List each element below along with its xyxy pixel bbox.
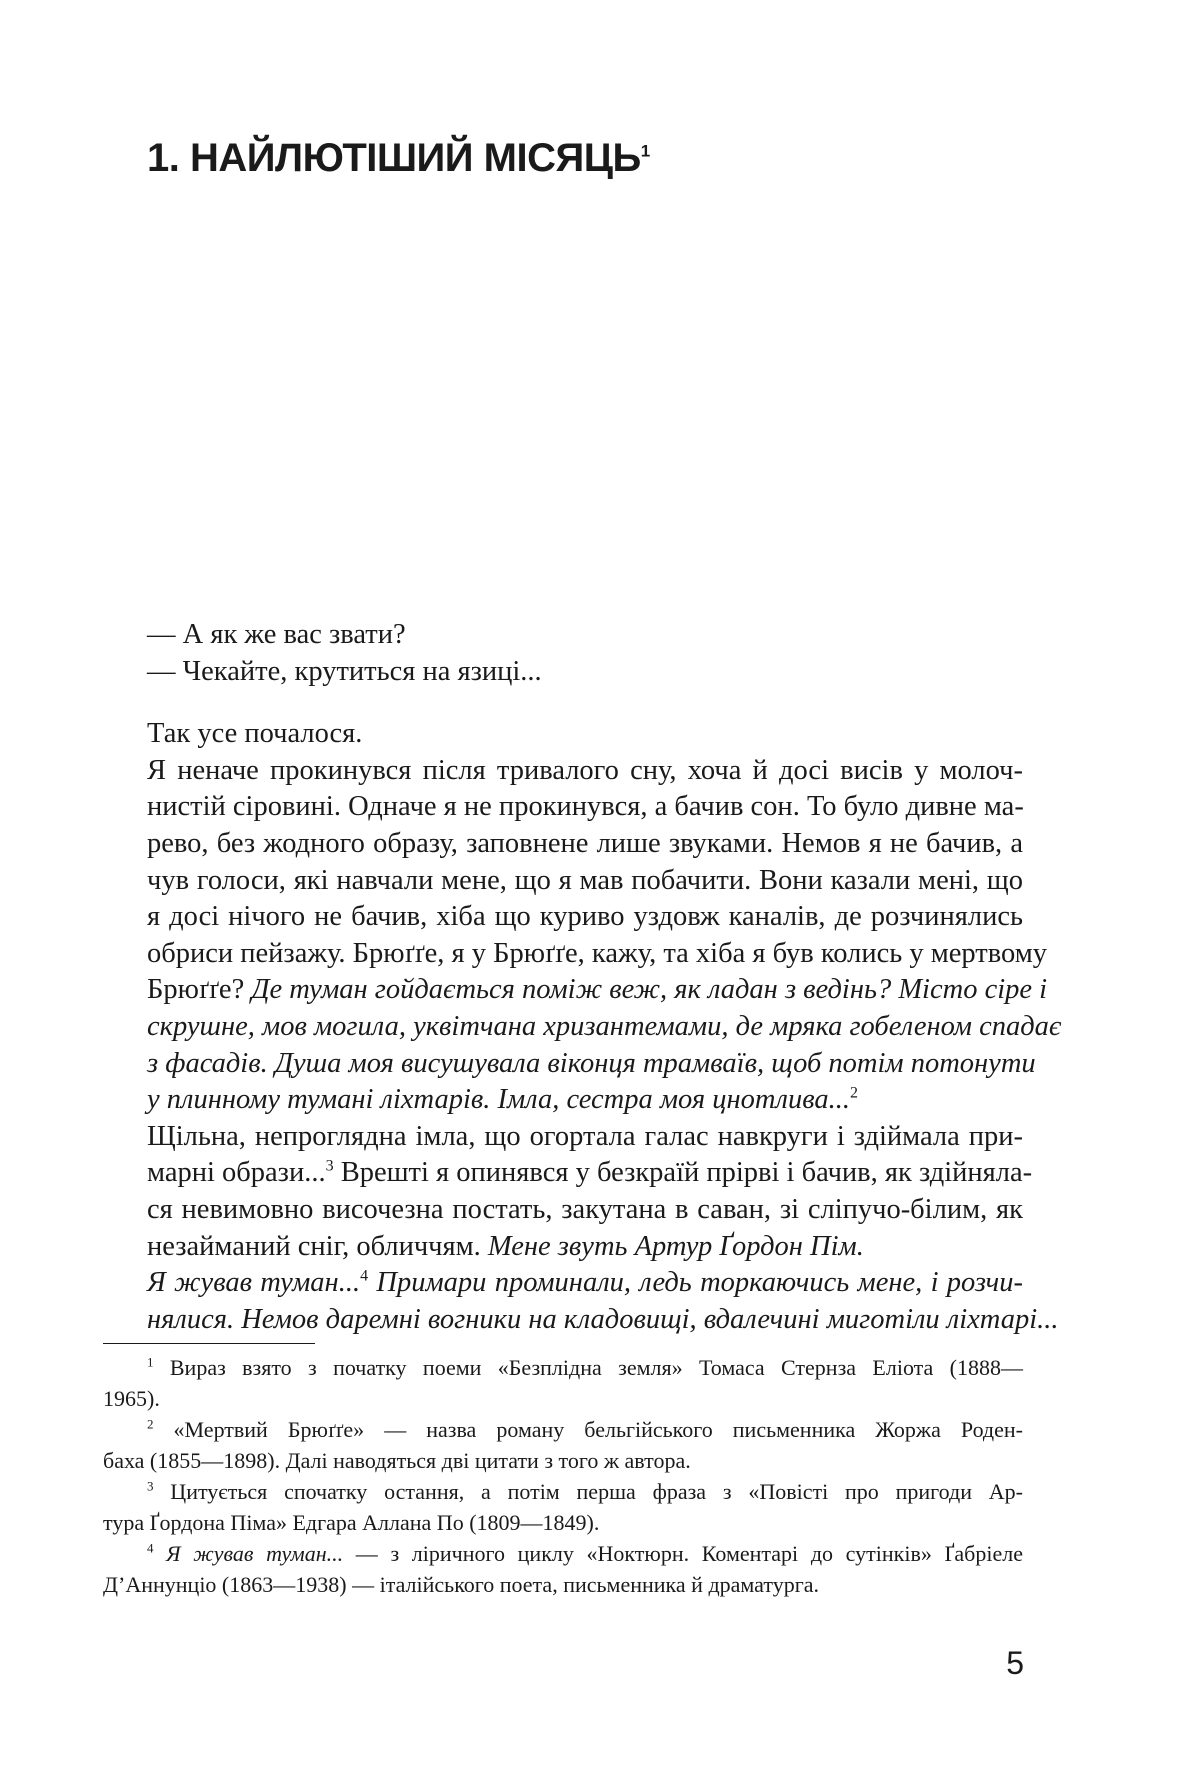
footnote-divider <box>103 1343 315 1344</box>
paragraph-1 <box>147 716 1023 753</box>
italic-quote: у плинному тумані ліхтарів. Імла, сестра моя цнотлива... <box>147 1084 850 1116</box>
footnote-mark: 1 <box>147 1354 154 1370</box>
footnote-line: 1965). <box>103 1386 160 1411</box>
chapter-title-text: 1. НАЙЛЮТІШИЙ МІСЯЦЬ <box>147 136 641 180</box>
italic-quote: Де туман гойдається поміж веж, як ладан з ведінь? Місто сіре і <box>251 974 1048 1006</box>
footnote-line <box>103 1414 1023 1445</box>
footnote-line: тура Ґордона Піма» Едгара Аллана По (1809—1849). <box>103 1510 600 1535</box>
footnote-2 <box>103 1414 1023 1476</box>
italic-quote: Мене звуть Артур Ґордон Пім. <box>487 1230 864 1262</box>
footnote-ref-4[interactable]: 4 <box>360 1267 369 1285</box>
dialog-line <box>147 654 1023 691</box>
footnote-text: — з ліричного циклу «Ноктюрн. Коментарі до сутінків» Ґабріеле <box>343 1541 1023 1566</box>
dialog-line-1: — А як же вас звати? <box>147 619 406 650</box>
footnote-mark: 4 <box>147 1540 154 1556</box>
text-line <box>147 1229 1023 1266</box>
body-text <box>147 617 1062 1338</box>
text-line <box>147 972 1048 1009</box>
italic-quote-line: скрушне, мов могила, уквітчана хризантемами, де мряка гобеленом спадає <box>147 1010 1062 1042</box>
text-line: я досі нічого не бачив, хіба що куриво уздовж каналів, де розчинялись <box>147 901 1023 933</box>
footnote-3 <box>103 1476 1023 1538</box>
paragraph-2 <box>147 753 1062 1119</box>
footnote-line <box>103 1352 1023 1383</box>
footnote-ref-2[interactable]: 2 <box>850 1084 858 1102</box>
text-line: Щільна, непроглядна імла, що огортала галас навкруги і здіймала при- <box>147 1120 1023 1152</box>
text-line <box>147 1082 1023 1119</box>
dialog-line-2: — Чекайте, крутиться на язиці... <box>147 655 542 687</box>
footnote-4 <box>103 1538 1023 1600</box>
text-fragment: Я жував туман... <box>147 1267 361 1299</box>
footnote-mark: 2 <box>147 1416 154 1432</box>
footnote-1 <box>103 1352 1023 1414</box>
dialog-line <box>147 617 1023 654</box>
text-fragment: марні образи... <box>147 1157 326 1189</box>
footnote-italic-lead: Я жував туман... <box>153 1541 344 1566</box>
footnote-ref-3[interactable]: 3 <box>325 1157 334 1175</box>
italic-quote-line: нялися. Немов даремні вогники на кладовищі, вдалечині миготіли ліхтарі... <box>147 1303 1059 1335</box>
footnote-mark: 3 <box>147 1478 154 1494</box>
text-line <box>147 1155 1033 1192</box>
footnotes <box>103 1352 1023 1600</box>
footnote-line: баха (1855—1898). Далі наводяться дві цитати з того ж автора. <box>103 1448 691 1473</box>
footnote-line <box>103 1538 1023 1569</box>
text-fragment: Врешті я опинявся у безкраїй прірві і бачив, як здійняла- <box>333 1157 1033 1189</box>
text-fragment: Брюґґе? <box>147 974 245 1006</box>
text-fragment: незайманий сніг, обличчям. <box>147 1230 488 1262</box>
text-line: чув голоси, які навчали мене, що я мав побачити. Вони казали мені, що <box>147 864 1023 896</box>
footnote-line: Д’Аннунціо (1863—1938) — італійського поета, письменника й драматурга. <box>103 1572 819 1597</box>
text-line: Я неначе прокинувся після тривалого сну, хоча й досі висів у молоч- <box>147 754 1023 786</box>
text-line: Так усе почалося. <box>147 718 363 750</box>
paragraph-gap <box>147 690 1023 716</box>
footnote-text: «Мертвий Брюґґе» — назва роману бельгійського письменника Жоржа Роден- <box>153 1417 1023 1442</box>
page-number: 5 <box>1006 1645 1024 1681</box>
paragraph-3 <box>147 1119 1033 1265</box>
paragraph-4 <box>147 1265 1059 1338</box>
text-fragment: Примари проминали, ледь торкаючись мене, і розчи- <box>368 1267 1024 1299</box>
chapter-title <box>147 134 650 182</box>
text-line: рево, без жодного образу, заповнене лише звуками. Немов я не бачив, а <box>147 827 1023 859</box>
text-line: нистій сіровині. Одначе я не прокинувся, а бачив сон. То було дивне ма- <box>147 791 1024 823</box>
footnote-line <box>103 1476 1023 1507</box>
footnote-text: Вираз взято з початку поеми «Безплідна земля» Томаса Стернза Еліота (1888— <box>153 1355 1023 1380</box>
italic-quote-line: з фасадів. Душа моя висушувала віконця трамваїв, щоб потім потонути <box>147 1047 1036 1079</box>
footnote-text: Цитується спочатку остання, а потім перша фраза з «Повісті про пригоди Ар- <box>153 1479 1023 1504</box>
text-line: ся невимовно височезна постать, закутана в саван, зі сліпучо-білим, як <box>147 1193 1023 1225</box>
footnote-ref-1[interactable]: 1 <box>640 141 650 161</box>
text-line: обриси пейзажу. Брюґґе, я у Брюґґе, кажу, та хіба я був колись у мертвому <box>147 937 1047 969</box>
italic-quote-line <box>147 1265 1023 1302</box>
